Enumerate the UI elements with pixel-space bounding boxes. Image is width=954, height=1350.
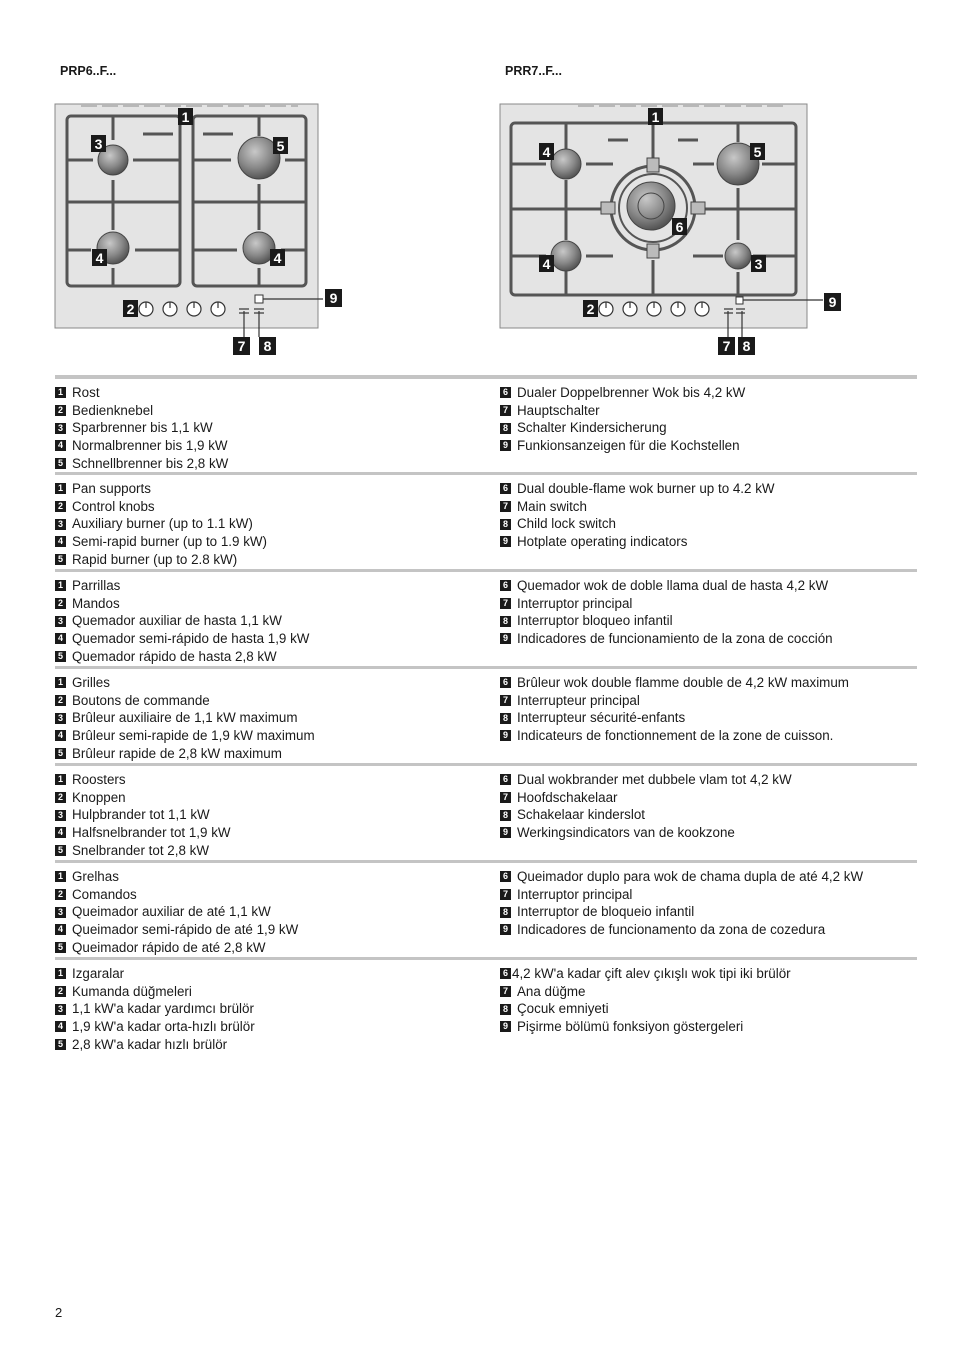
item-number-badge: 7 [500,792,511,803]
legend-item [55,824,500,842]
item-number-badge: 2 [55,501,66,512]
legend-item [500,419,917,437]
legend-item [55,868,500,886]
legend-item [500,612,917,630]
legend-item [500,498,917,516]
legend-item-text: 1,9 kW'a kadar orta-hızlı brülör [72,1019,255,1035]
legend-item [55,437,500,455]
legend-item-text: Halfsnelbrander tot 1,9 kW [72,825,231,841]
item-number-badge: 6 [500,774,511,785]
legend-item [55,595,500,613]
legend-item-text: 1,1 kW'a kadar yardımcı brülör [72,1001,254,1017]
item-number-badge: 5 [55,748,66,759]
legend-column-left [55,965,500,1054]
legend-item-text: Main switch [517,498,587,514]
item-number-badge: 3 [55,616,66,627]
legend-item [500,480,917,498]
legend-item [500,437,917,455]
legend-item-text: Hoofdschakelaar [517,789,618,805]
item-number-badge: 6 [500,871,511,882]
legend-item-text: Kumanda düğmeleri [72,983,192,999]
legend-column-right [500,384,917,472]
legend-item-text: Mandos [72,595,120,611]
legend-item-text: Pan supports [72,481,151,496]
legend-item [55,551,500,569]
legend-item [500,824,917,842]
callout-9: 9 [828,294,837,310]
callout-3: 3 [94,136,103,152]
legend-item-text: Dual double-flame wok burner up to 4.2 kW [517,481,775,496]
legend-item-text: Interruptor de bloqueio infantil [517,904,695,920]
legend-item [500,886,917,904]
legend-item [55,842,500,860]
legend-item [500,630,917,648]
legend-item [500,595,917,613]
legend-section-nl [55,763,917,860]
item-number-badge: 1 [55,387,66,398]
legend-item-text: Normalbrenner bis 1,9 kW [72,438,228,454]
item-number-badge: 7 [500,501,511,512]
legend-section-de [55,375,917,472]
cooktop-right-diagram [498,100,848,358]
legend-item [55,1000,500,1018]
legend-item-text: Brûleur rapide de 2,8 kW maximum [72,745,282,761]
legend-item [55,402,500,420]
callout-4a: 4 [95,250,104,266]
legend-item-text: Interrupteur principal [517,692,640,708]
legend-item-text: Brûleur auxiliaire de 1,1 kW maximum [72,710,298,726]
item-number-badge: 4 [55,827,66,838]
legend-item-text: Ana düğme [517,983,586,999]
legend-item-text: Werkingsindicators van de kookzone [517,825,735,841]
legend-item-text: Bedienknebel [72,402,154,418]
item-number-badge: 4 [55,1021,66,1032]
legend-item [55,1036,500,1054]
item-number-badge: 6 [500,677,511,688]
legend-item [55,533,500,551]
callout-3: 3 [754,256,763,272]
item-number-badge: 9 [500,827,511,838]
item-number-badge: 7 [500,889,511,900]
legend-item [55,709,500,727]
legend-item [55,515,500,533]
legend-item [55,965,500,983]
legend-column-left [55,480,500,569]
item-number-badge: 1 [55,774,66,785]
item-number-badge: 8 [500,616,511,627]
item-number-badge: 8 [500,1004,511,1015]
legend-item [55,921,500,939]
legend-item [500,965,917,983]
legend-item [500,402,917,420]
item-number-badge: 2 [55,986,66,997]
legend-item [500,577,917,595]
legend-column-right [500,771,917,860]
legend-item [55,789,500,807]
callout-2: 2 [586,301,595,317]
legend-item [55,903,500,921]
legend-item-text: Interruptor principal [517,886,633,902]
legend-item-text: Snelbrander tot 2,8 kW [72,842,209,858]
legend-item-text: Control knobs [72,498,155,514]
legend-item-text: Brûleur semi-rapide de 1,9 kW maximum [72,728,315,744]
legend-item [500,515,917,533]
legend-section-en [55,472,917,569]
legend-item-text: Queimador rápido de até 2,8 kW [72,939,266,955]
legend-item-text: Interrupteur sécurité-enfants [517,710,686,726]
item-number-badge: 4 [55,730,66,741]
legend-item [55,648,500,666]
callout-5: 5 [276,138,285,154]
legend-item-text: Hotplate operating indicators [517,534,688,550]
legend-item [55,806,500,824]
legend-item-text: Funkionsanzeigen für die Kochstellen [517,438,740,454]
legend-item-text: Pişirme bölümü fonksiyon göstergeleri [517,1019,744,1035]
item-number-badge: 5 [55,845,66,856]
item-number-badge: 8 [500,713,511,724]
item-number-badge: 3 [55,519,66,530]
callout-7: 7 [722,338,731,354]
legend-section-tr [55,957,917,1054]
callout-1: 1 [651,109,660,125]
legend-item [55,498,500,516]
item-number-badge: 2 [55,695,66,706]
item-number-badge: 1 [55,580,66,591]
legend-item-text: Indicadores de funcionamento da zona de cozedura [517,922,826,938]
item-number-badge: 6 [500,483,511,494]
legend-item-text: Knoppen [72,789,126,805]
item-number-badge: 2 [55,405,66,416]
legend-item [55,983,500,1001]
legend-column-left [55,868,500,957]
item-number-badge: 7 [500,986,511,997]
legend-item-text: Queimador duplo para wok de chama dupla de até 4,2 kW [517,869,864,884]
legend-item-text: Schnellbrenner bis 2,8 kW [72,455,229,471]
legend-item-text: Parrillas [72,578,121,593]
legend-item [55,384,500,402]
item-number-badge: 9 [500,633,511,644]
item-number-badge: 9 [500,924,511,935]
legend-item-text: Roosters [72,772,126,787]
legend-item-text: Quemador auxiliar de hasta 1,1 kW [72,613,282,629]
item-number-badge: 9 [500,440,511,451]
legend-item-text: Indicadores de funcionamiento de la zona de cocción [517,631,833,647]
item-number-badge: 3 [55,1004,66,1015]
legend-item [55,612,500,630]
legend-item [500,983,917,1001]
legend-item-text: Hulpbrander tot 1,1 kW [72,807,210,823]
legend-column-right [500,965,917,1054]
legend-item-text: Brûleur wok double flamme double de 4,2 kW maximum [517,675,849,690]
legend-item-text: Schakelaar kinderslot [517,807,646,823]
legend-item-text: Dualer Doppelbrenner Wok bis 4,2 kW [517,385,746,400]
legend-item-text: Auxiliary burner (up to 1.1 kW) [72,516,253,532]
legend-item [55,480,500,498]
legend-column-left [55,577,500,666]
model-label-left: PRP6..F... [60,64,117,78]
legend-item-text: Grilles [72,675,110,690]
legend-item-text: 4,2 kW'a kadar çift alev çıkışlı wok tipi iki brülör [512,966,791,981]
legend-item-text: Interruptor principal [517,595,633,611]
legend-item-text: Quemador semi-rápido de hasta 1,9 kW [72,631,310,647]
item-number-badge: 5 [55,1039,66,1050]
legend-column-left [55,674,500,763]
callout-4a: 4 [542,144,551,160]
legend-item-text: Queimador semi-rápido de até 1,9 kW [72,922,299,938]
item-number-badge: 8 [500,519,511,530]
item-number-badge: 4 [55,440,66,451]
item-number-badge: 1 [55,483,66,494]
legend-item-text: Child lock switch [517,516,616,532]
item-number-badge: 6 [500,387,511,398]
callout-8: 8 [742,338,751,354]
item-number-badge: 5 [55,651,66,662]
callout-6: 6 [675,219,684,235]
item-number-badge: 4 [55,536,66,547]
callout-9: 9 [329,290,338,306]
legend-item [500,692,917,710]
legend-item [500,709,917,727]
callout-5: 5 [753,144,762,160]
item-number-badge: 5 [55,942,66,953]
item-number-badge: 8 [500,423,511,434]
legend-item [55,692,500,710]
item-number-badge: 7 [500,405,511,416]
item-number-badge: 6 [500,580,511,591]
legend-item [500,921,917,939]
legend-item [55,455,500,473]
item-number-badge: 7 [500,695,511,706]
legend-column-right [500,577,917,666]
item-number-badge: 2 [55,889,66,900]
legend-item [55,939,500,957]
legend-item [500,789,917,807]
callout-4b: 4 [273,250,282,266]
legend-item [55,745,500,763]
legend-item-text: Boutons de commande [72,692,210,708]
callout-4b: 4 [542,256,551,272]
legend-item [55,886,500,904]
legend-section-pt [55,860,917,957]
legend-column-left [55,384,500,472]
legend-column-right [500,674,917,763]
legend-item-text: Interruptor bloqueo infantil [517,613,673,629]
legend-item [55,577,500,595]
item-number-badge: 1 [55,968,66,979]
legend-item [500,903,917,921]
legend-item [55,771,500,789]
legend-item-text: Queimador auxiliar de até 1,1 kW [72,904,271,920]
legend-item [500,727,917,745]
item-number-badge: 9 [500,536,511,547]
legend-item [500,533,917,551]
item-number-badge: 3 [55,907,66,918]
item-number-badge: 9 [500,730,511,741]
page-number: 2 [55,1305,63,1320]
legend-column-right [500,480,917,569]
legend-item-text: Sparbrenner bis 1,1 kW [72,420,213,436]
legend-item [500,674,917,692]
legend-section-fr [55,666,917,763]
item-number-badge: 1 [55,677,66,688]
legend-item-text: Dual wokbrander met dubbele vlam tot 4,2 kW [517,772,792,787]
legend-column-left [55,771,500,860]
legend-item [500,1018,917,1036]
cooktop-figure-left [53,100,353,358]
item-number-badge: 2 [55,598,66,609]
item-number-badge: 6 [500,968,511,979]
item-number-badge: 9 [500,1021,511,1032]
legend-sections [55,375,917,1054]
legend-item-text: Izgaralar [72,966,125,981]
legend-item-text: Indicateurs de fonctionnement de la zone de cuisson. [517,728,834,744]
item-number-badge: 3 [55,713,66,724]
item-number-badge: 3 [55,810,66,821]
legend-item-text: 2,8 kW'a kadar hızlı brülör [72,1036,228,1052]
item-number-badge: 5 [55,554,66,565]
callout-1: 1 [181,109,190,125]
legend-item-text: Quemador wok de doble llama dual de hasta 4,2 kW [517,578,829,593]
legend-item-text: Çocuk emniyeti [517,1001,609,1017]
legend-item-text: Rapid burner (up to 2.8 kW) [72,551,238,567]
item-number-badge: 4 [55,633,66,644]
legend-item-text: Hauptschalter [517,402,600,418]
callout-2: 2 [126,301,135,317]
legend-item-text: Rost [72,385,100,400]
legend-item-text: Quemador rápido de hasta 2,8 kW [72,648,277,664]
item-number-badge: 4 [55,924,66,935]
legend-item [500,1000,917,1018]
cooktop-left-diagram [53,100,353,358]
item-number-badge: 5 [55,458,66,469]
legend-item [500,868,917,886]
item-number-badge: 8 [500,907,511,918]
legend-item [55,630,500,648]
legend-item-text: Semi-rapid burner (up to 1.9 kW) [72,534,267,550]
item-number-badge: 8 [500,810,511,821]
legend-item [55,419,500,437]
legend-item [500,806,917,824]
callout-8: 8 [263,338,272,354]
legend-item [500,384,917,402]
legend-column-right [500,868,917,957]
legend-item-text: Schalter Kindersicherung [517,420,667,436]
legend-item [55,674,500,692]
item-number-badge: 7 [500,598,511,609]
legend-item [55,727,500,745]
item-number-badge: 1 [55,871,66,882]
model-label-right: PRR7..F... [505,64,562,78]
cooktop-figure-right [498,100,848,358]
legend-item-text: Comandos [72,886,137,902]
legend-item [55,1018,500,1036]
item-number-badge: 2 [55,792,66,803]
legend-item-text: Grelhas [72,869,119,884]
item-number-badge: 3 [55,423,66,434]
callout-7: 7 [237,338,246,354]
legend-section-es [55,569,917,666]
legend-item [500,771,917,789]
